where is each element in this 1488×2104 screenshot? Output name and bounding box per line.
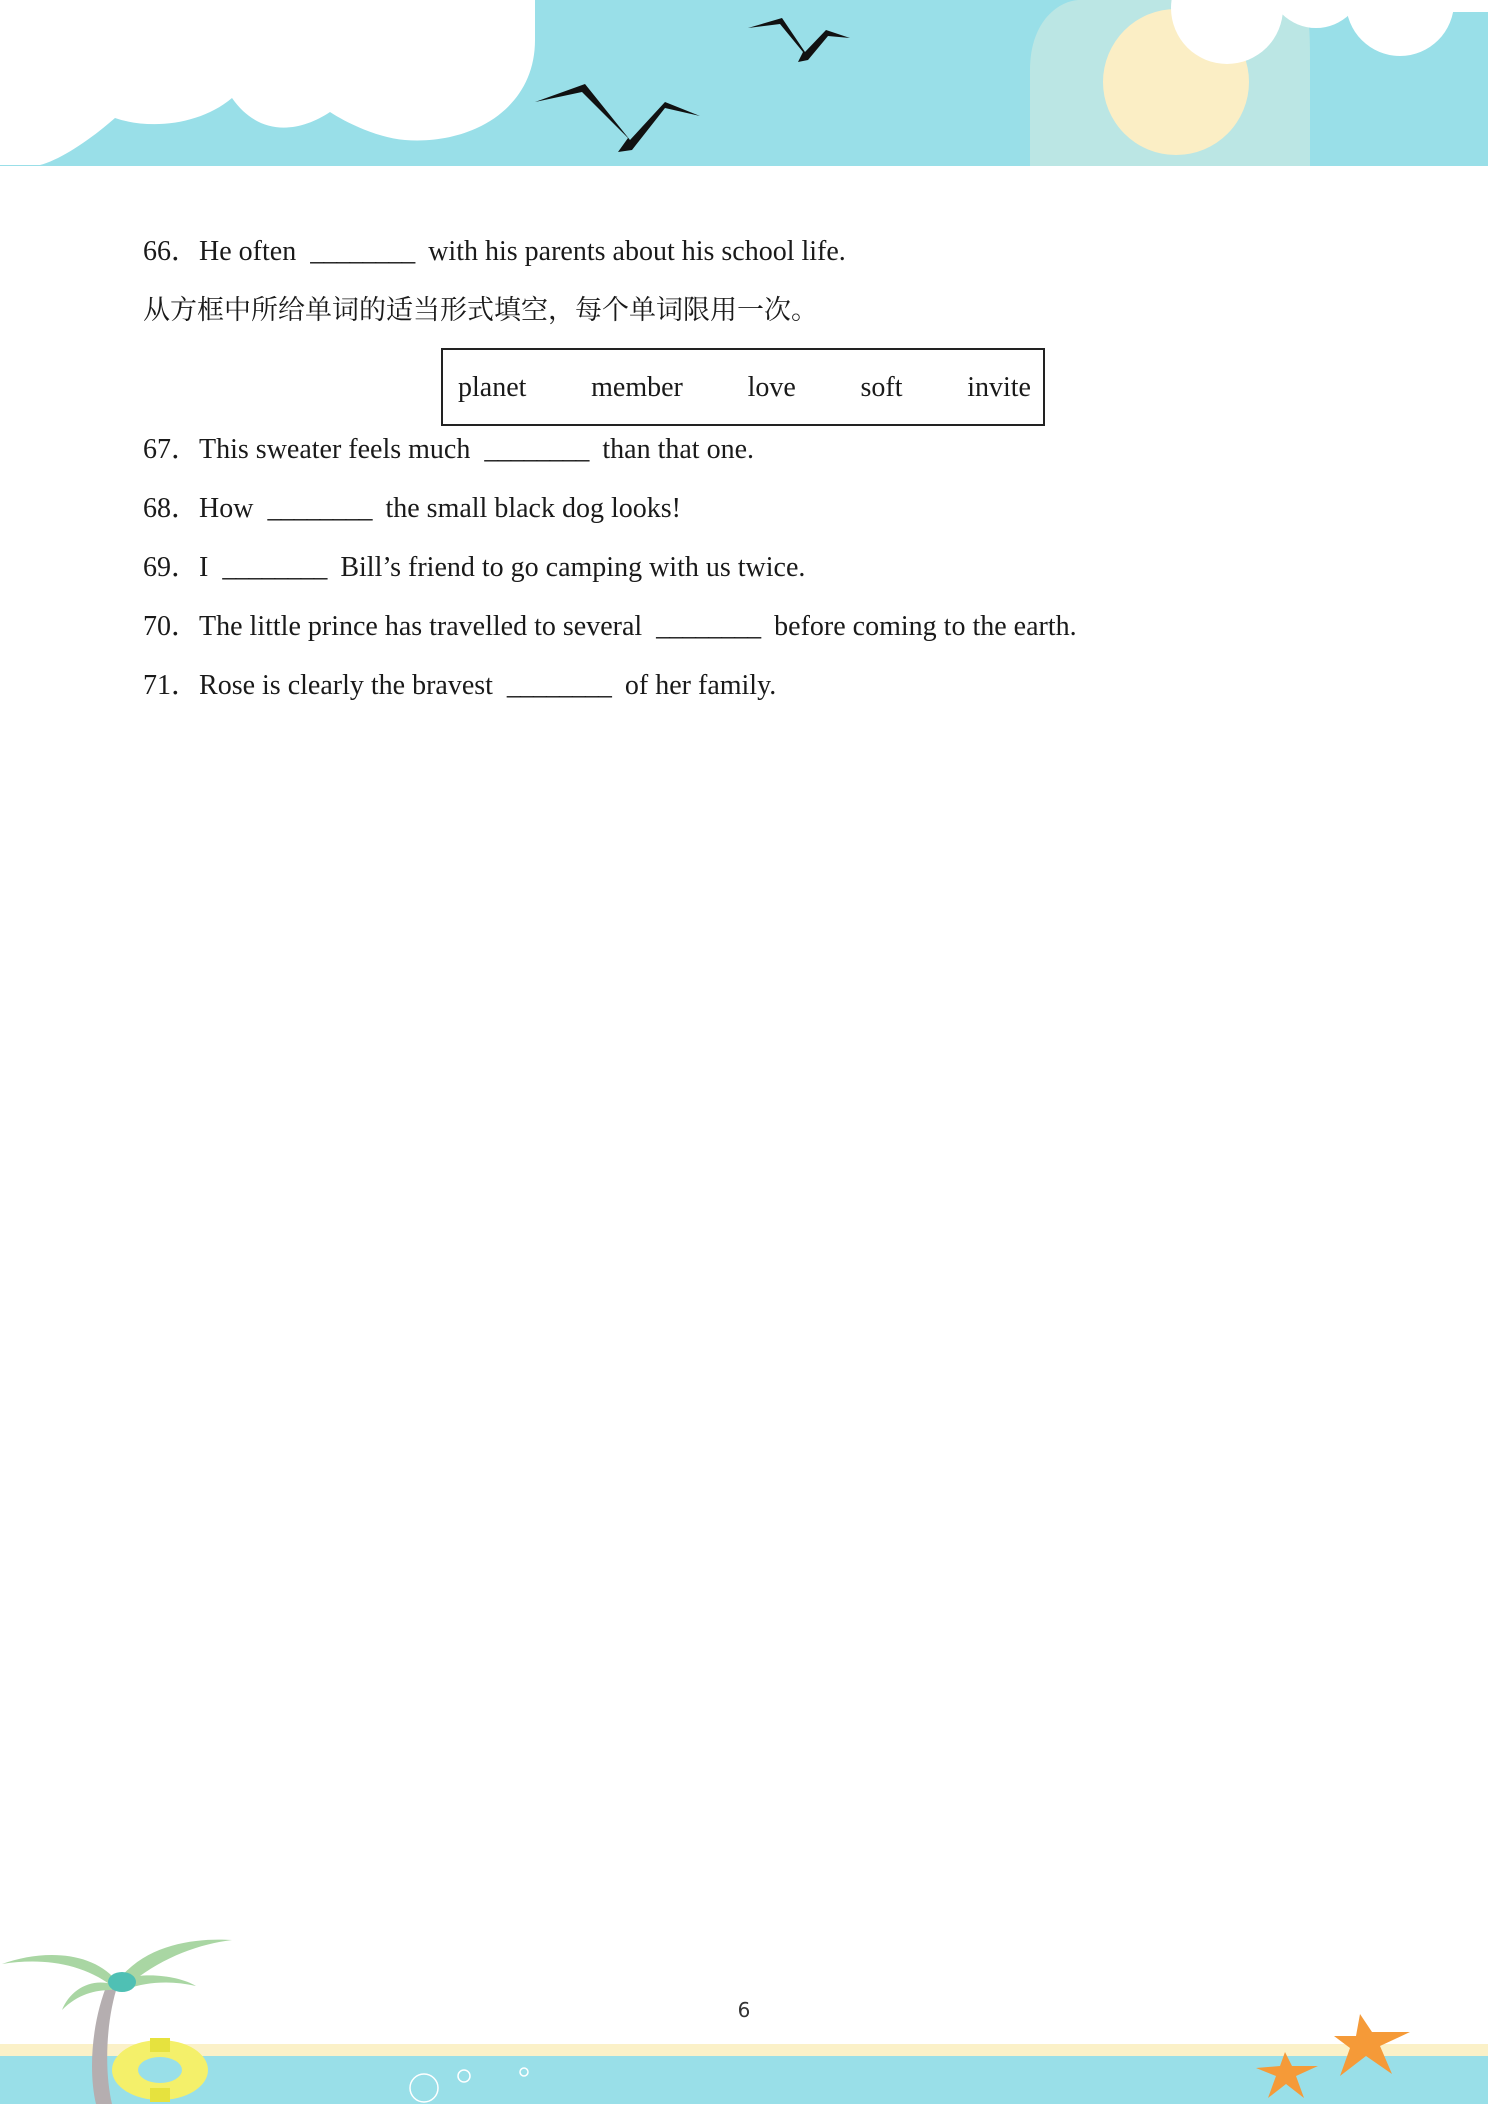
word-box-item: planet bbox=[458, 371, 527, 403]
word-box-item: soft bbox=[860, 371, 903, 403]
answer-blank[interactable]: ________ bbox=[310, 236, 415, 267]
question-70 bbox=[143, 597, 1373, 656]
question-number: 66． bbox=[143, 236, 200, 267]
page-number: 6 bbox=[737, 1998, 751, 2022]
question-text-before: This sweater feels much bbox=[199, 434, 471, 465]
question-number: 67． bbox=[143, 434, 200, 465]
question-text-after: of her family. bbox=[624, 670, 777, 701]
question-number: 68． bbox=[143, 493, 200, 524]
question-text-after: with his parents about his school life. bbox=[428, 236, 846, 267]
question-number: 71． bbox=[143, 670, 200, 701]
question-68 bbox=[143, 479, 1373, 538]
question-text-before: The little prince has travelled to several bbox=[199, 611, 643, 642]
question-text-after: before coming to the earth. bbox=[774, 611, 1077, 642]
footer-banner bbox=[0, 1920, 1488, 2104]
answer-blank[interactable]: ________ bbox=[222, 552, 327, 583]
question-71 bbox=[143, 656, 1373, 715]
word-box-container bbox=[143, 340, 1373, 420]
answer-blank[interactable]: ________ bbox=[267, 493, 372, 524]
question-text-before: Rose is clearly the bravest bbox=[199, 670, 493, 701]
question-67 bbox=[143, 420, 1373, 479]
instruction-text: 从方框中所给单词的适当形式填空，每个单词限用一次。 bbox=[143, 295, 818, 326]
answer-blank[interactable]: ________ bbox=[656, 611, 761, 642]
sand-strip bbox=[0, 2044, 1488, 2058]
word-box-item: member bbox=[591, 371, 683, 403]
question-text-before: I bbox=[199, 552, 209, 583]
question-text-before: How bbox=[199, 493, 254, 524]
question-number: 69． bbox=[143, 552, 200, 583]
answer-blank[interactable]: ________ bbox=[484, 434, 589, 465]
word-box bbox=[441, 348, 1045, 426]
question-text-after: Bill’s friend to go camping with us twice. bbox=[340, 552, 806, 583]
header-banner bbox=[0, 0, 1488, 166]
question-66 bbox=[143, 222, 1373, 281]
answer-blank[interactable]: ________ bbox=[506, 670, 611, 701]
sea-strip bbox=[0, 2056, 1488, 2104]
question-number: 70． bbox=[143, 611, 200, 642]
question-69 bbox=[143, 538, 1373, 597]
word-box-item: love bbox=[747, 371, 796, 403]
word-box-item: invite bbox=[967, 371, 1031, 403]
exercise-content bbox=[143, 222, 1373, 715]
question-text-after: than that one. bbox=[602, 434, 754, 465]
question-text-after: the small black dog looks! bbox=[385, 493, 681, 524]
question-text-before: He often bbox=[199, 236, 297, 267]
